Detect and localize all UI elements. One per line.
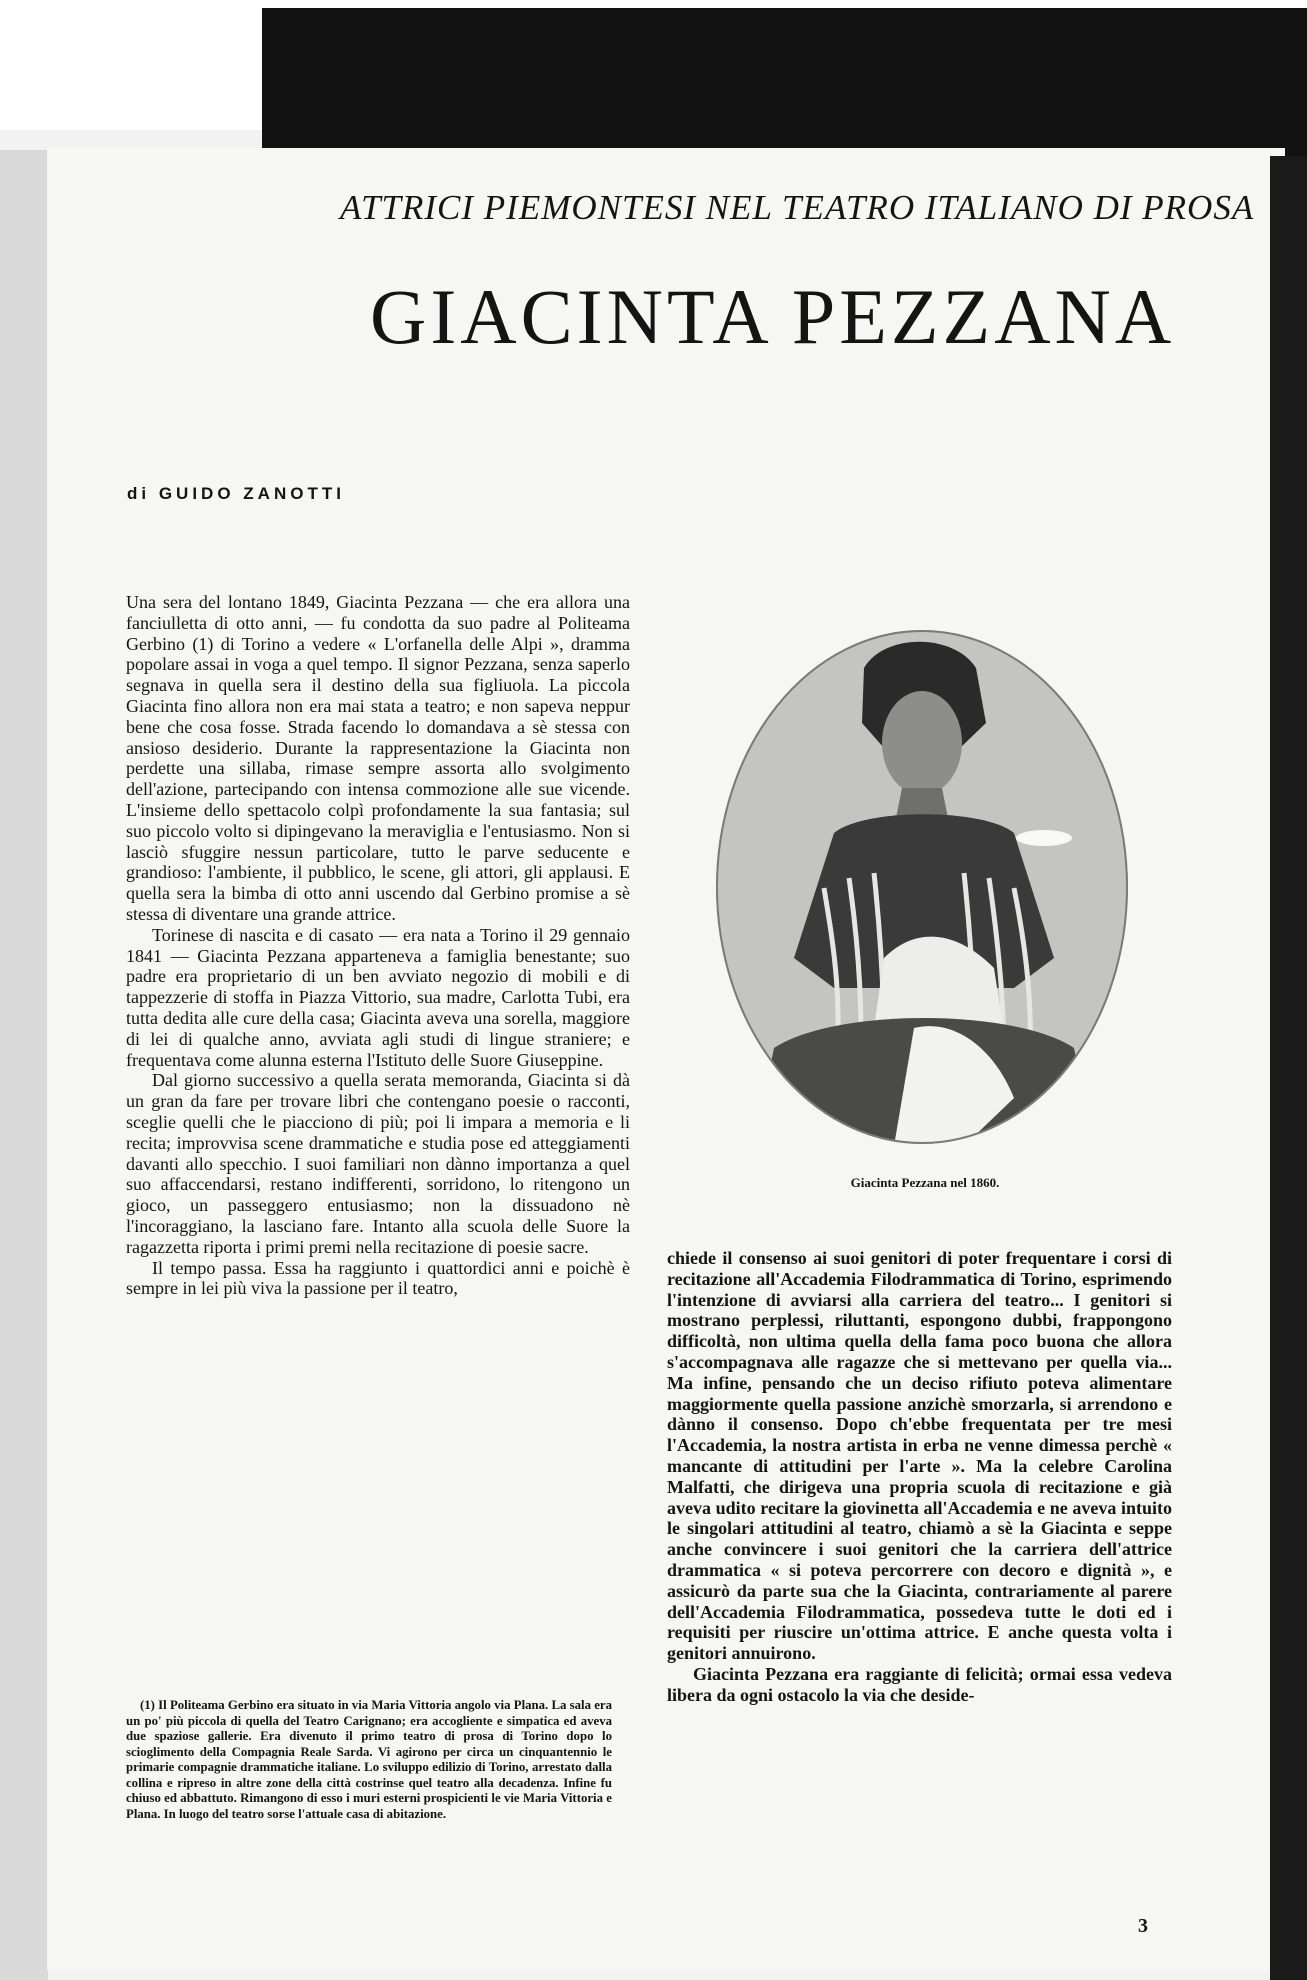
paragraph: Una sera del lontano 1849, Giacinta Pezzana — che era allora una fanciulletta di otto anni, — fu condotta da suo padre al Politeama Gerbino (1) di Torino a vedere « L'orfanella delle Alpi », dramma popolare assai in voga a quel tempo. Il signor Pezzana, senza saperlo segnava in quella sera il destino della sua figliuola. La piccola Giacinta fino allora non era mai stata a teatro; e non sapeva neppur bene che cosa fosse. Strada facendo lo domandava a sè stessa con ansioso desiderio. Durante la rappresentazione la Giacinta non perdette una sillaba, rimase sempre assorta allo svolgimento dell'azione, partecipando con intensa commozione alle sue vicende. L'insieme dello spettacolo colpì profondamente la sua fantasia; sul suo piccolo volto si dipingevano la meraviglia e l'entusiasmo. Non si lasciò sfuggire nessun particolare, tutto le parve seducente e grandioso: l'ambiente, il pubblico, le scene, gli attori, gli applausi. E quella sera la bimba di otto anni uscendo dal Gerbino promise a sè stessa di diventare una grande attrice. (126, 592, 630, 924)
paragraph: Dal giorno successivo a quella serata memoranda, Giacinta si dà un gran da fare per trovare libri che contengano poesie o racconti, sceglie quelli che le piacciono di più; poi li impara a memoria e li recita; improvvisa scene drammatiche e studia pose ed atteggiamenti davanti allo specchio. I suoi familiari non dànno importanza a quel suo affaccendarsi, restano indifferenti, sorridono, lo ritengono un gioco, un passeggero entusiasmo; non la dissuadono nè l'incoraggiano, la lasciano fare. Intanto alla scuola delle Suore la ragazzetta riporta i primi premi nella recitazione di poesie sacre. (126, 1070, 630, 1257)
portrait-image (714, 628, 1130, 1146)
section-kicker: ATTRICI PIEMONTESI NEL TEATRO ITALIANO DI PROSA (340, 188, 1255, 227)
right-column (667, 1248, 1172, 1706)
paragraph: Il tempo passa. Essa ha raggiunto i quattordici anni e poichè è sempre in lei più viva la passione per il teatro, (126, 1257, 630, 1299)
page-number: 3 (1138, 1915, 1148, 1937)
author-byline: di GUIDO ZANOTTI (127, 484, 345, 503)
article-title: GIACINTA PEZZANA (370, 273, 1176, 360)
scan-right-edge (1270, 156, 1307, 1980)
paragraph: Giacinta Pezzana era raggiante di felicità; ormai essa vedeva libera da ogni ostacolo la via che deside- (667, 1663, 1172, 1705)
footnote (126, 1698, 612, 1822)
image-caption: Giacinta Pezzana nel 1860. (850, 1175, 1000, 1190)
paragraph: Torinese di nascita e di casato — era nata a Torino il 29 gennaio 1841 — Giacinta Pezzana apparteneva a famiglia benestante; suo padre era proprietario di un ben avviato negozio di mobili e di tappezzerie di stoffa in Piazza Vittorio, sua madre, Carlotta Tubi, era tutta dedita alle cure della casa; Giacinta aveva una sorella, maggiore di lei di qualche anno, avviata agli studi di lingue straniere; e frequentava come alunna esterna l'Istituto delle Suore Giuseppine. (126, 924, 630, 1070)
scan-left-edge (0, 150, 48, 1980)
scan-dark-band (262, 8, 1307, 156)
left-column (126, 592, 630, 1299)
scan-top-margin (0, 0, 1307, 130)
footnote-text: (1) Il Politeama Gerbino era situato in via Maria Vittoria angolo via Plana. La sala era un po' più piccola di quella del Teatro Carignano; era accogliente e simpatica ed aveva due spaziose gallerie. Era divenuto il primo teatro di prosa di Torino dopo lo scioglimento della Compagnia Reale Sarda. Vi agirono per circa un cinquantennio le primarie compagnie drammatiche italiane. Lo sviluppo edilizio di Torino, arrestato dalla collina e ripreso in altre zone della città costrinse quel teatro alla decadenza. Infine fu chiuso ed abbattuto. Rimangono di esso i muri esterni prospicienti le vie Maria Vittoria e Plana. In luogo del teatro sorse l'attuale casa di abitazione. (126, 1698, 612, 1821)
paragraph: chiede il consenso ai suoi genitori di poter frequentare i corsi di recitazione all'Accademia Filodrammatica di Torino, esprimendo l'intenzione di avviarsi alla carriera del teatro... I genitori si mostrano perplessi, riluttanti, espongono dubbi, frappongono difficoltà, non ultima quella della fama poco buona che allora s'accompagnava alle ragazze che si mettevano per quella via... Ma infine, pensando che un deciso rifiuto poteva alimentare maggiormente quella passione anzichè smorzarla, si arrendono e dànno il consenso. Dopo ch'ebbe frequentata per tre mesi l'Accademia, la nostra artista in erba ne venne dimessa perchè « mancante di attitudini per l'arte ». Ma la celebre Carolina Malfatti, che dirigeva una propria scuola di recitazione e già aveva udito recitare la giovinetta all'Accademia e ne aveva intuito le singolari attitudini al teatro, chiamò a sè la Giacinta e seppe anche convincere i suoi genitori che la carriera dell'attrice drammatica « si poteva percorrere con decoro e dignità », e assicurò da parte sua che la Giacinta, contrariamente al parere dell'Accademia Filodrammatica, possedeva tutte le doti ed i requisiti per riuscire un'ottima attrice. E anche questa volta i genitori annuirono. (667, 1248, 1172, 1664)
